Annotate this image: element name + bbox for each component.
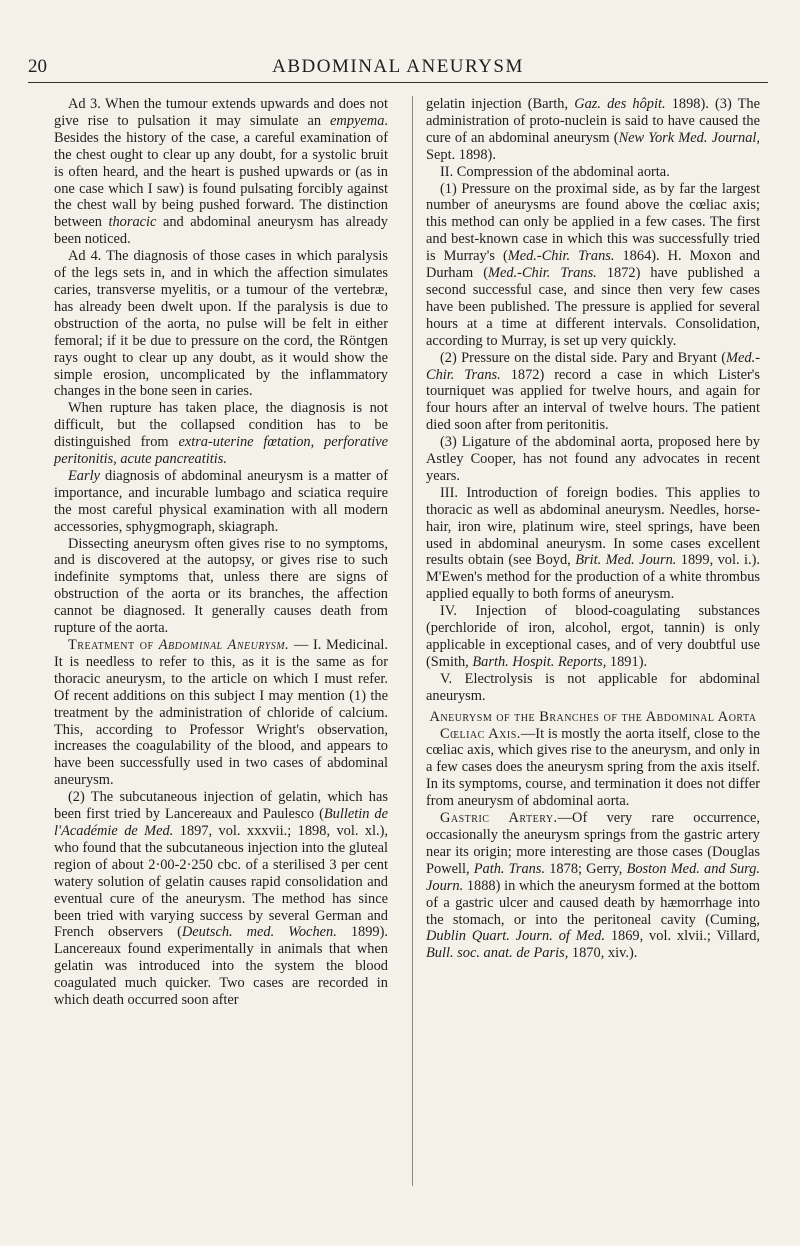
paragraph-early-diagnosis: Early diagnosis of abdominal aneurysm is a matter of importance, and incurable lumbago and sciatica require the most careful physical examination with all modern accessories, sphygmograph, skiagraph. [54,467,388,535]
page-number: 20 [28,56,47,77]
paragraph-injection: IV. Injection of blood-coagulating substances (perchloride of iron, alcohol, ergot, tannin) is only applicable in exceptional cases, and of very doubtful use (Smith, Barth. Hospit. Reports, 1891). [426,603,760,670]
paragraph-paralysis: Ad 4. The diagnosis of those cases in which paralysis of the legs sets in, and in which the affection simulates caries, transverse myelitis, or a tumour of the vertebræ, has already been dwelt upon. If the paralysis is due to obstruction of the aorta, no pulse will be felt in either femoral; if it be due to pressure on the cord, the Röntgen rays ought to clear up any doubt, as it would show the simple erosion, uncomplicated by the inflammatory changes in the bone seen in caries. [54,248,388,400]
paragraph-proximal-pressure: (1) Pressure on the proximal side, as by far the largest number of aneurysms are found above the cœliac axis; this method can only be applied in a few cases. The first and best-known case in which this was successfully tried is Murray's (Med.-Chir. Trans. 1864). H. Moxon and Durham (Med.-Chir. Trans. 1872) have published a second successful case, and since then very few cases have been published. The pressure is applied for several hours at a time at different intervals. Consolidation, according to Murray, is set up very quickly. [426,180,760,349]
paragraph-coeliac-axis: Cœliac Axis.—It is mostly the aorta itself, close to the cœliac axis, which gives rise to the aneurysm, and only in a few cases does the aneurysm spring from the axis itself. In its symptoms, course, and termination it does not differ from aneurysm of abdominal aorta. [426,725,760,810]
paragraph-rupture: When rupture has taken place, the diagnosis is not difficult, but the collapsed condition has to be distinguished from extra-uterine fœtation, perforative peritonitis, acute pancreatitis. [54,400,388,468]
header-rule [28,82,768,83]
running-title: ABDOMINAL ANEURYSM [272,56,524,77]
page-header [28,50,768,84]
paragraph-gelatin: (2) The subcutaneous injection of gelatin, which has been first tried by Lancereaux and Paulesco (Bulletin de l'Académie de Med. 1897, vol. xxxvii.; 1898, vol. xl.), who found that the subcutaneous injection into the gluteal region of about 2·00-2·250 cbc. of a sterilised 3 per cent watery solution of gelatin causes rapid consolidation and eventual cure of the aneurysm. The method has since been tried with varying success by several German and French observers (Deutsch. med. Wochen. 1899). Lancereaux found experimentally in animals that when gelatin was introduced into the system the blood coagulated much quicker. Two cases are recorded in which death occurred soon after [54,789,389,1009]
paragraph-distal-pressure: (2) Pressure on the distal side. Pary and Bryant (Med.-Chir. Trans. 1872) record a case in which Lister's tourniquet was applied for twelve hours, and again for four hours after an interval of twelve hours. The patient died soon after from peritonitis. [426,349,761,434]
paragraph-dissecting: Dissecting aneurysm often gives rise to no symptoms, and is discovered at the autopsy, or gives rise to such indefinite symptoms that, unless there are signs of obstruction of the aorta or its branches, the affection cannot be diagnosed. It generally causes death from rupture of the aorta. [54,535,388,637]
column-divider [412,96,413,1186]
paragraph-treatment: Treatment of Abdominal Aneurysm. — I. Medicinal. It is needless to refer to this, as it is the same as for thoracic aneurysm, to the article on which I must refer. Of recent additions on this subject I may mention (1) the treatment by the administration of chloride of calcium. This, according to Professor Wright's observation, increases the coagulability of the blood, and appears to have been successfully used in two cases of abdominal aneurysm. [54,637,388,789]
left-column [54,96,388,1009]
paragraph-foreign-bodies: III. Introduction of foreign bodies. This applies to thoracic as well as abdominal aneurysm. Needles, horse-hair, iron wire, platinum wire, steel springs, have been used in abdominal aneurysm. In some cases excellent results obtain (see Boyd, Brit. Med. Journ. 1899, vol. i.). M'Ewen's method for the production of a white thrombus applied equally to both forms of aneurysm. [426,484,760,603]
section-heading: Aneurysm of the Branches of the Abdominal Aorta [429,708,757,725]
paragraph-ligature: (3) Ligature of the abdominal aorta, proposed here by Astley Cooper, has not found any advocates in recent years. [426,434,760,484]
paragraph-gelatin-continued: gelatin injection (Barth, Gaz. des hôpit. 1898). (3) The administration of proto-nuclein is said to have caused the cure of an abdominal aneurysm (New York Med. Journal, Sept. 1898). [426,96,760,163]
paragraph-empyema: Ad 3. When the tumour extends upwards and does not give rise to pulsation it may simulate an empyema. Besides the history of the case, a careful examination of the chest ought to clear up any doubt, for a systolic bruit is often heard, and the heart is pushed upwards or (as in one case which I saw) is found pulsating forcibly against the chest wall by being pushed forward. The distinction between thoracic and abdominal aneurysm has already been noticed. [54,96,389,248]
paragraph-electrolysis: V. Electrolysis is not applicable for abdominal aneurysm. [426,670,760,704]
right-column [426,96,760,962]
paragraph-gastric-artery: Gastric Artery.—Of very rare occurrence, occasionally the aneurysm springs from the gastric artery near its origin; more interesting are those cases (Douglas Powell, Path. Trans. 1878; Gerry, Boston Med. and Surg. Journ. 1888) in which the aneurysm formed at the bottom of a gastric ulcer and caused death by hæmorrhage into the stomach, or into the peritoneal cavity (Cuming, Dublin Quart. Journ. of Med. 1869, vol. xlvii.; Villard, Bull. soc. anat. de Paris, 1870, xiv.). [426,810,761,962]
paragraph-compression: II. Compression of the abdominal aorta. [440,163,670,180]
